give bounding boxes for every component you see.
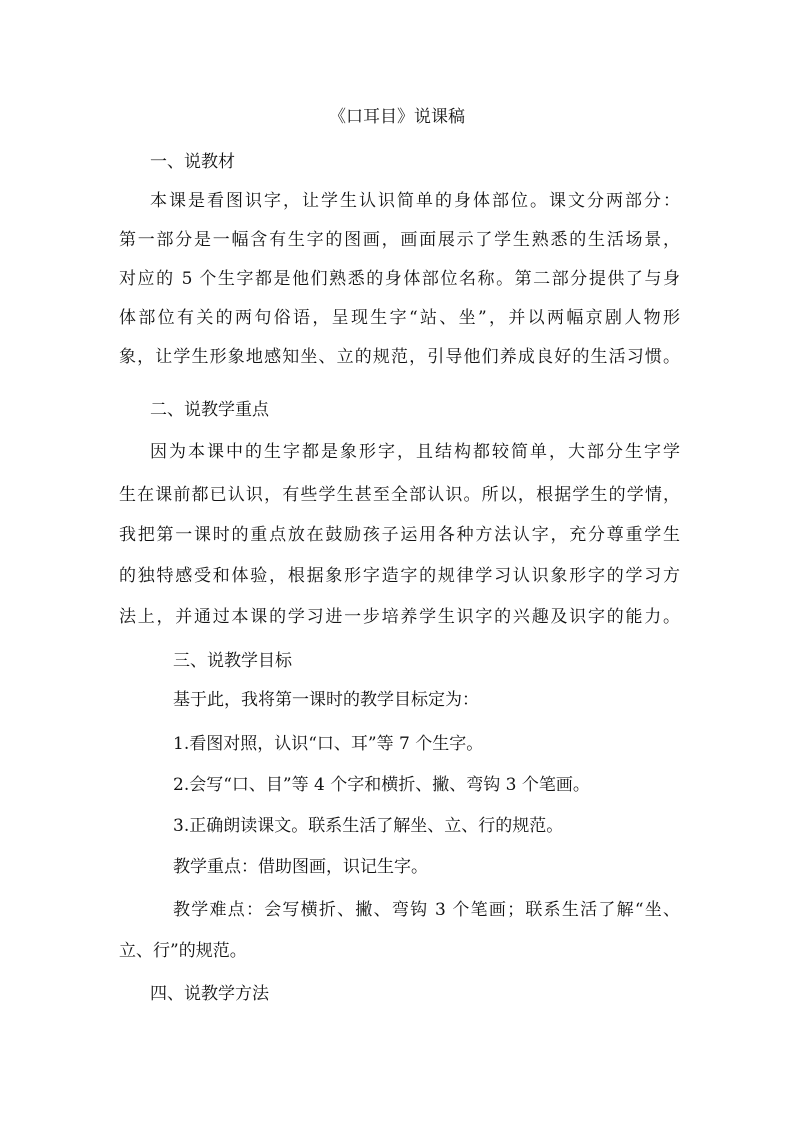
section-heading-1: 一、说教材 [150,152,235,172]
paragraph-line: 法上，并通过本课的学习进一步培养学生识字的兴趣及识字的能力。 [119,607,680,627]
list-item: 2.会写“口、目”等 4 个字和横折、撇、弯钩 3 个笔画。 [173,775,590,795]
paragraph-line: 教学难点：会写横折、撇、弯钩 3 个笔画；联系生活了解“坐、 [173,900,680,920]
paragraph-line: 本课是看图识字，让学生认识简单的身体部位。课文分两部分： [150,191,680,211]
paragraph-line: 生在课前都已认识，有些学生甚至全部认识。所以，根据学生的学情， [119,485,680,505]
paragraph-line: 我把第一课时的重点放在鼓励孩子运用各种方法认字，充分尊重学生 [119,525,680,545]
paragraph-line: 因为本课中的生字都是象形字，且结构都较简单，大部分生字学 [150,442,680,462]
list-item: 1.看图对照，认识“口、耳”等 7 个生字。 [173,734,484,754]
list-item: 3.正确朗读课文。联系生活了解坐、立、行的规范。 [173,816,564,836]
paragraph-line: 基于此，我将第一课时的教学目标定为： [173,690,479,710]
paragraph-line: 体部位有关的两句俗语，呈现生字“站、坐”，并以两幅京剧人物形 [119,308,680,328]
paragraph-line: 第一部分是一幅含有生字的图画，画面展示了学生熟悉的生活场景， [119,230,680,250]
section-heading-4: 四、说教学方法 [150,984,269,1004]
document-title: 《口耳目》说课稿 [329,107,465,127]
section-heading-2: 二、说教学重点 [150,400,269,420]
paragraph-line: 教学重点：借助图画，识记生字。 [173,857,428,877]
section-heading-3: 三、说教学目标 [173,651,292,671]
paragraph-line: 象，让学生形象地感知坐、立的规范，引导他们养成良好的生活习惯。 [119,347,680,367]
paragraph-line: 的独特感受和体验，根据象形字造字的规律学习认识象形字的学习方 [119,566,680,586]
paragraph-line: 对应的 5 个生字都是他们熟悉的身体部位名称。第二部分提供了与身 [119,269,680,289]
paragraph-line: 立、行”的规范。 [119,941,247,961]
